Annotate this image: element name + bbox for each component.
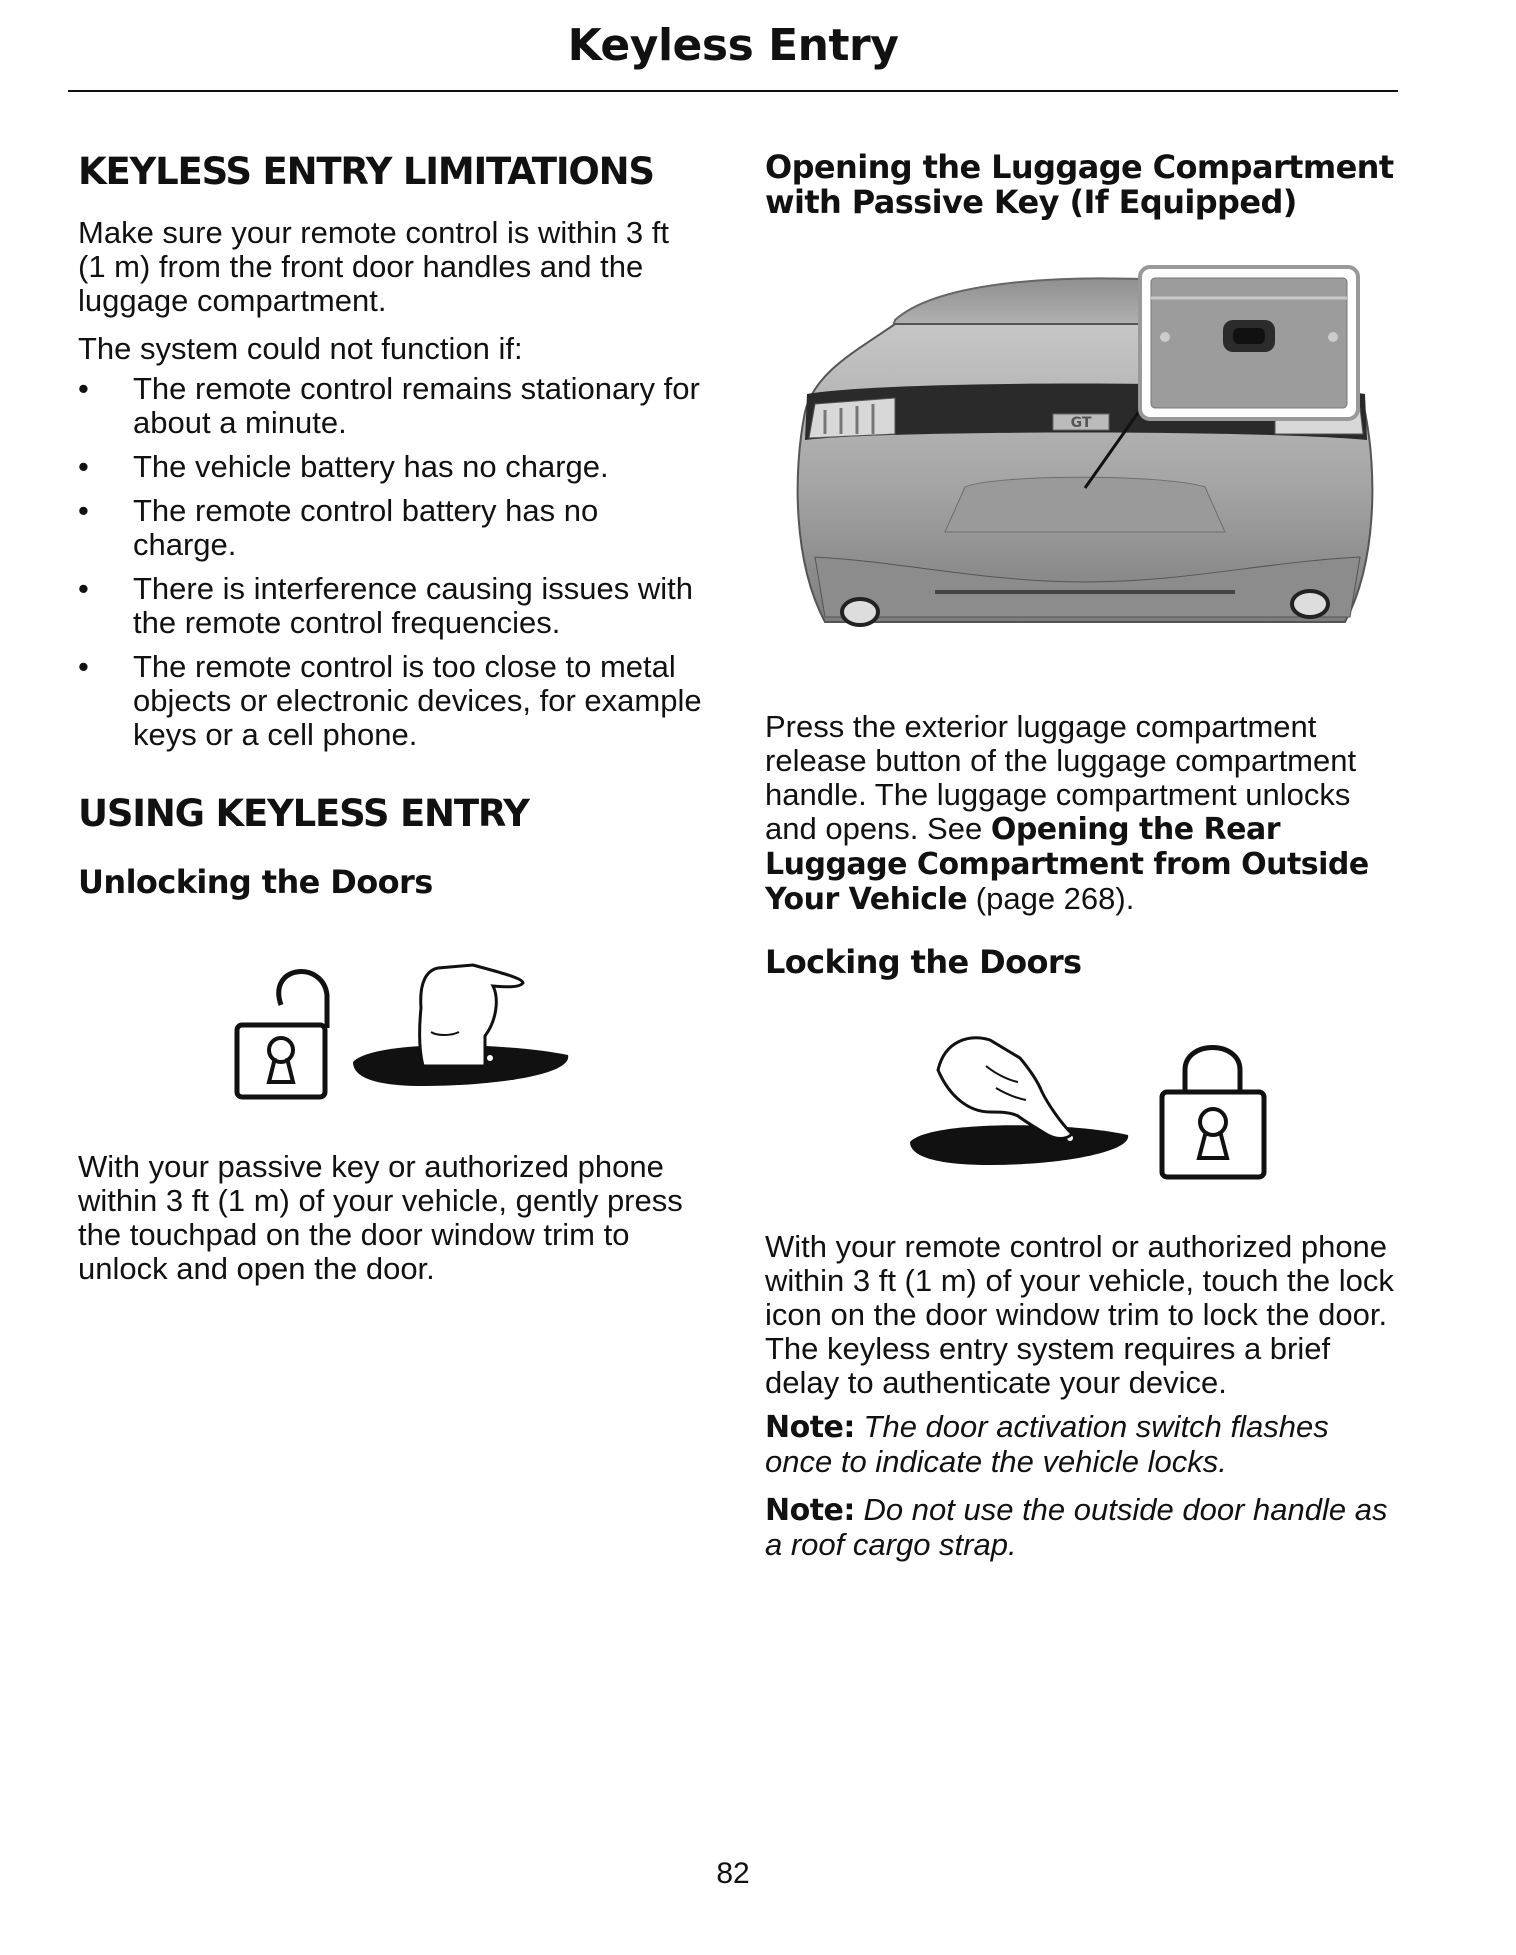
unlock-padlock-touchpad-icon (223, 950, 643, 1100)
note-text: The door activation switch flashes once to indicate the vehicle locks. (765, 1409, 1329, 1480)
list-item-text: The remote control remains stationary for about a minute. (133, 371, 700, 441)
list-item-text: The remote control is too close to metal objects or electronic devices, for example keys or a cell phone. (133, 649, 702, 753)
list-item (78, 450, 703, 484)
list-item-text: The remote control battery has no charge. (133, 493, 599, 563)
limitations-list (78, 372, 703, 752)
list-item (78, 650, 703, 752)
list-item (78, 372, 703, 440)
bullet-marker: • (78, 449, 89, 485)
list-item (78, 494, 703, 562)
car-rear-view-illustration (785, 262, 1385, 662)
bullet-marker: • (78, 493, 89, 529)
bullet-marker: • (78, 571, 89, 607)
unlocking-body: With your passive key or authorized phone within 3 ft (1 m) of your vehicle, gently press the touchpad on the door window trim to unlock and open the door. (78, 1148, 683, 1286)
locking-body: With your remote control or authorized phone within 3 ft (1 m) of your vehicle, touch the lock icon on the door window trim to lock the door. The keyless entry system requires a brief delay to authenticate your device. (765, 1229, 1394, 1401)
left-column (78, 150, 703, 1286)
note-text: Do not use the outside door handle as a roof cargo strap. (765, 1492, 1388, 1563)
page-number: 82 (716, 1857, 750, 1890)
note-1 (765, 1410, 1400, 1479)
note-2 (765, 1493, 1400, 1562)
limitations-intro: Make sure your remote control is within 3 ft (1 m) from the front door handles and the luggage compartment. (78, 215, 669, 319)
unlocking-heading: Unlocking the Doors (78, 862, 433, 901)
bullet-marker: • (78, 371, 89, 407)
lock-padlock-touchpad-icon (910, 1030, 1290, 1180)
page-title: Keyless Entry (567, 20, 899, 71)
note-label: Note: (765, 1493, 855, 1529)
list-item-text: There is interference causing issues with the remote control frequencies. (133, 571, 693, 641)
luggage-page-reference: (page 268). (975, 881, 1135, 916)
luggage-body (765, 710, 1400, 917)
list-item (78, 572, 703, 640)
using-heading: USING KEYLESS ENTRY (78, 792, 529, 836)
car-badge: GT (1070, 415, 1092, 431)
list-item-text: The vehicle battery has no charge. (133, 449, 609, 485)
locking-heading: Locking the Doors (765, 943, 1082, 981)
note-label: Note: (765, 1410, 855, 1446)
luggage-cross-reference: Opening the Rear Luggage Compartment from Outside Your Vehicle (765, 812, 1369, 917)
limitations-heading: KEYLESS ENTRY LIMITATIONS (78, 150, 654, 193)
luggage-heading: Opening the Luggage Compartment with Passive Key (If Equipped) (765, 148, 1394, 221)
bullet-marker: • (78, 649, 89, 685)
title-divider (68, 90, 1398, 92)
right-column (765, 150, 1400, 1562)
luggage-body-text: Press the exterior luggage compartment release button of the luggage compartment handle. The luggage compartment unlocks and opens. See (765, 709, 1357, 846)
limitations-lead: The system could not function if: (78, 331, 523, 367)
